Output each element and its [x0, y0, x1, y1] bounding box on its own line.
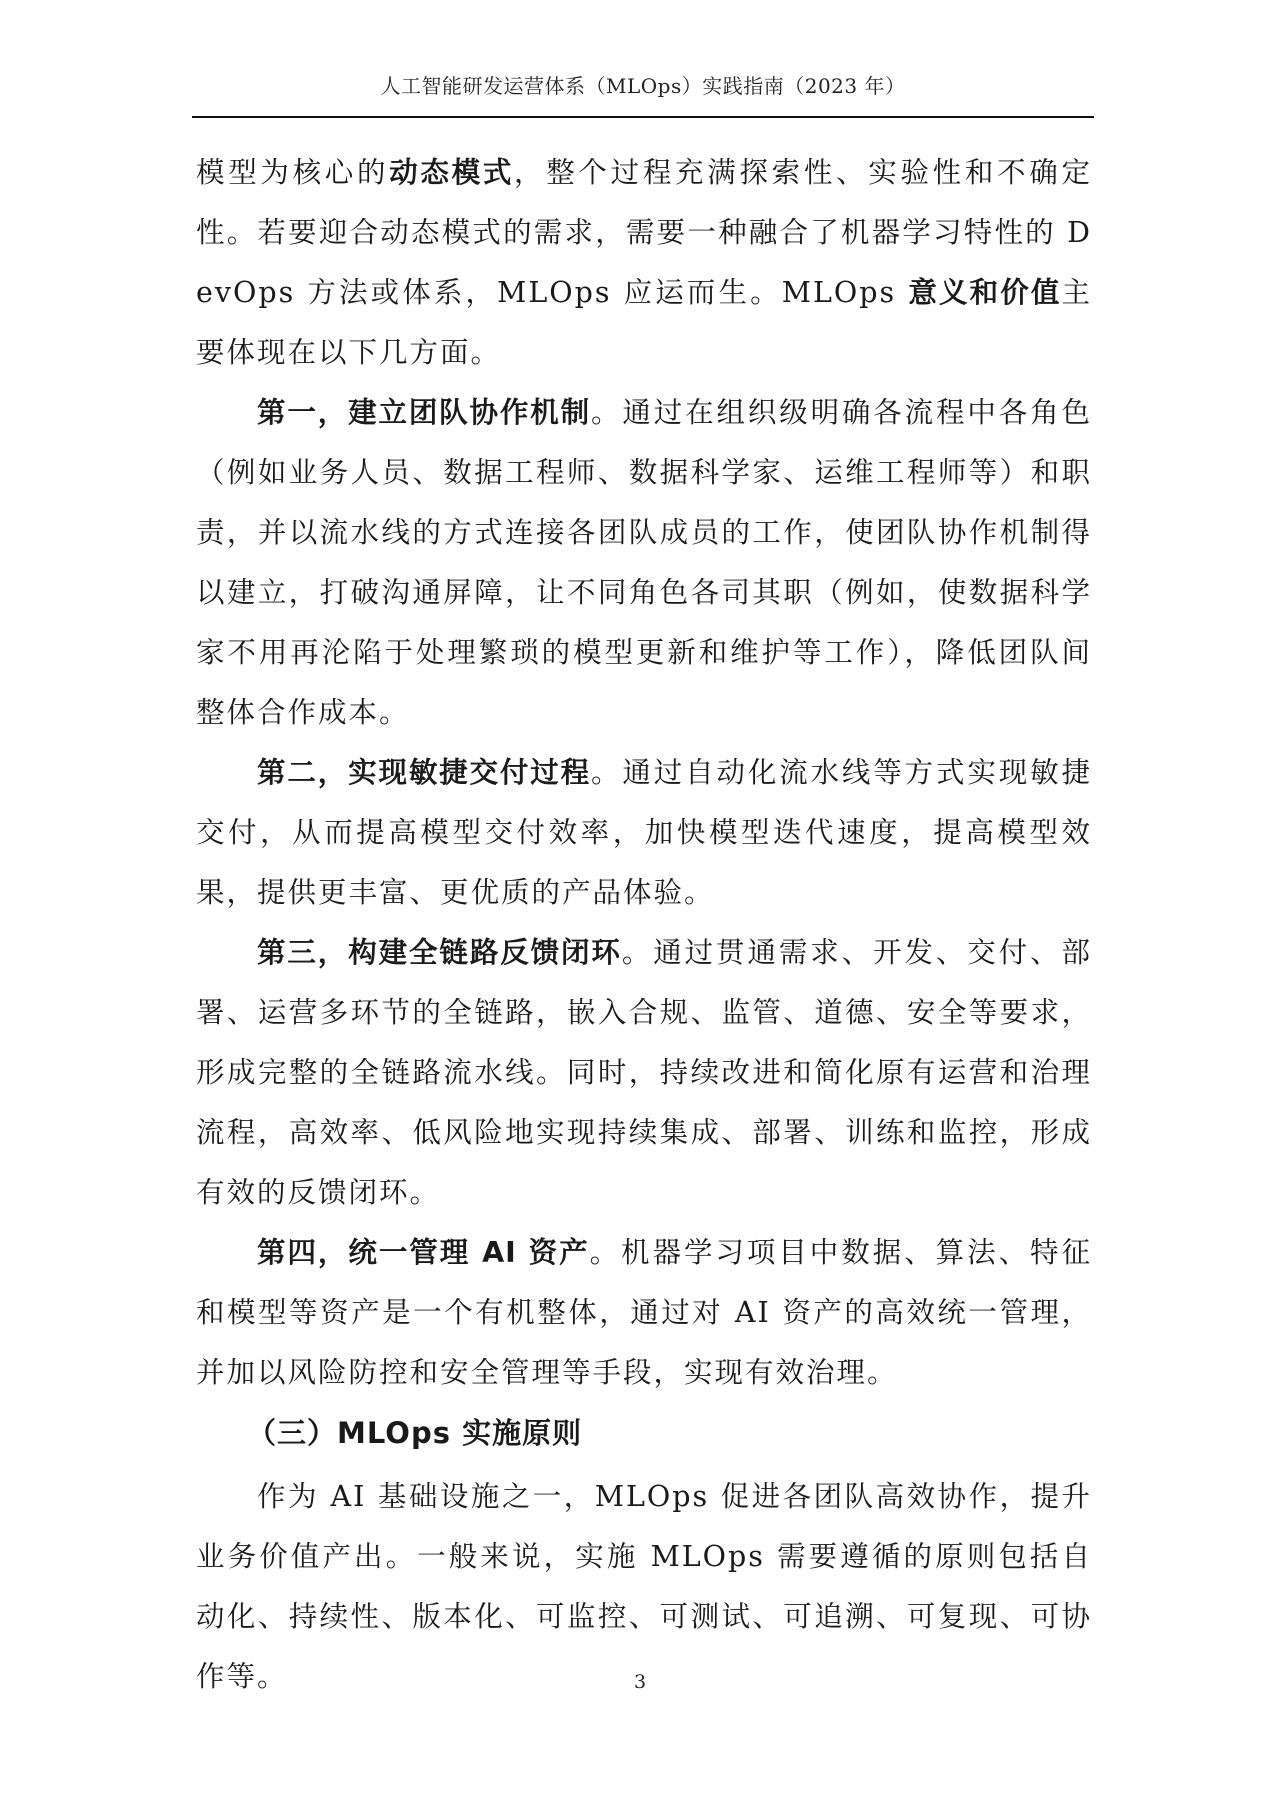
point-three-lead: 第三，构建全链路反馈闭环 — [257, 936, 622, 969]
header-divider — [192, 116, 1094, 118]
intro-bold-dynamic-mode: 动态模式 — [389, 156, 515, 189]
intro-bold-significance: 意义和价值 — [908, 276, 1062, 309]
point-one-text: 。通过在组织级明确各流程中各角色（例如业务人员、数据工程师、数据科学家、运维工程师等）和职责，并以流水线的方式连接各团队成员的工作，使团队协作机制得以建立，打破沟通屏障，让不同角色各司其职（例如，使数据科学家不用再沦陷于处理繁琐的模型更新和维护等工作），降低团队间整体合作成本。 — [196, 396, 1092, 729]
principles-text: 作为 AI 基础设施之一，MLOps 促进各团队高效协作，提升业务价值产出。一般来说，实施 MLOps 需要遵循的原则包括自动化、持续性、版本化、可监控、可测试、可追溯、可复现、可协作等。 — [196, 1480, 1092, 1693]
point-three-text: 。通过贯通需求、开发、交付、部署、运营多环节的全链路，嵌入合规、监管、道德、安全等要求，形成完整的全链路流水线。同时，持续改进和简化原有运营和治理流程，高效率、低风险地实现持续集成、部署、训练和监控，形成有效的反馈闭环。 — [196, 936, 1092, 1209]
point-four-lead: 第四，统一管理 AI 资产 — [257, 1236, 590, 1269]
intro-paragraph — [196, 143, 1092, 383]
point-one-lead: 第一，建立团队协作机制 — [257, 396, 592, 429]
point-four-paragraph — [196, 1223, 1092, 1403]
point-one-paragraph — [196, 383, 1092, 743]
intro-text-3: 主要体现在以下几方面。 — [196, 276, 1092, 369]
section-heading: （三）MLOps 实施原则 — [247, 1416, 583, 1450]
point-two-paragraph — [196, 743, 1092, 923]
point-two-lead: 第二，实现敏捷交付过程 — [257, 756, 592, 789]
point-two-text: 。通过自动化流水线等方式实现敏捷交付，从而提高模型交付效率，加快模型迭代速度，提高模型效果，提供更丰富、更优质的产品体验。 — [196, 756, 1092, 909]
page-number: 3 — [633, 1671, 647, 1693]
intro-text-2: ，整个过程充满探索性、实验性和不确定性。若要迎合动态模式的需求，需要一种融合了机器学习特性的 DevOps 方法或体系，MLOps 应运而生。MLOps — [196, 156, 1092, 309]
running-header: 人工智能研发运营体系（MLOps）实践指南（2023 年） — [380, 74, 906, 98]
page-body — [196, 143, 1092, 1707]
point-three-paragraph — [196, 923, 1092, 1223]
point-four-text: 。机器学习项目中数据、算法、特征和模型等资产是一个有机整体，通过对 AI 资产的高效统一管理，并加以风险防控和安全管理等手段，实现有效治理。 — [196, 1236, 1092, 1389]
intro-text-1: 模型为核心的 — [196, 156, 390, 189]
